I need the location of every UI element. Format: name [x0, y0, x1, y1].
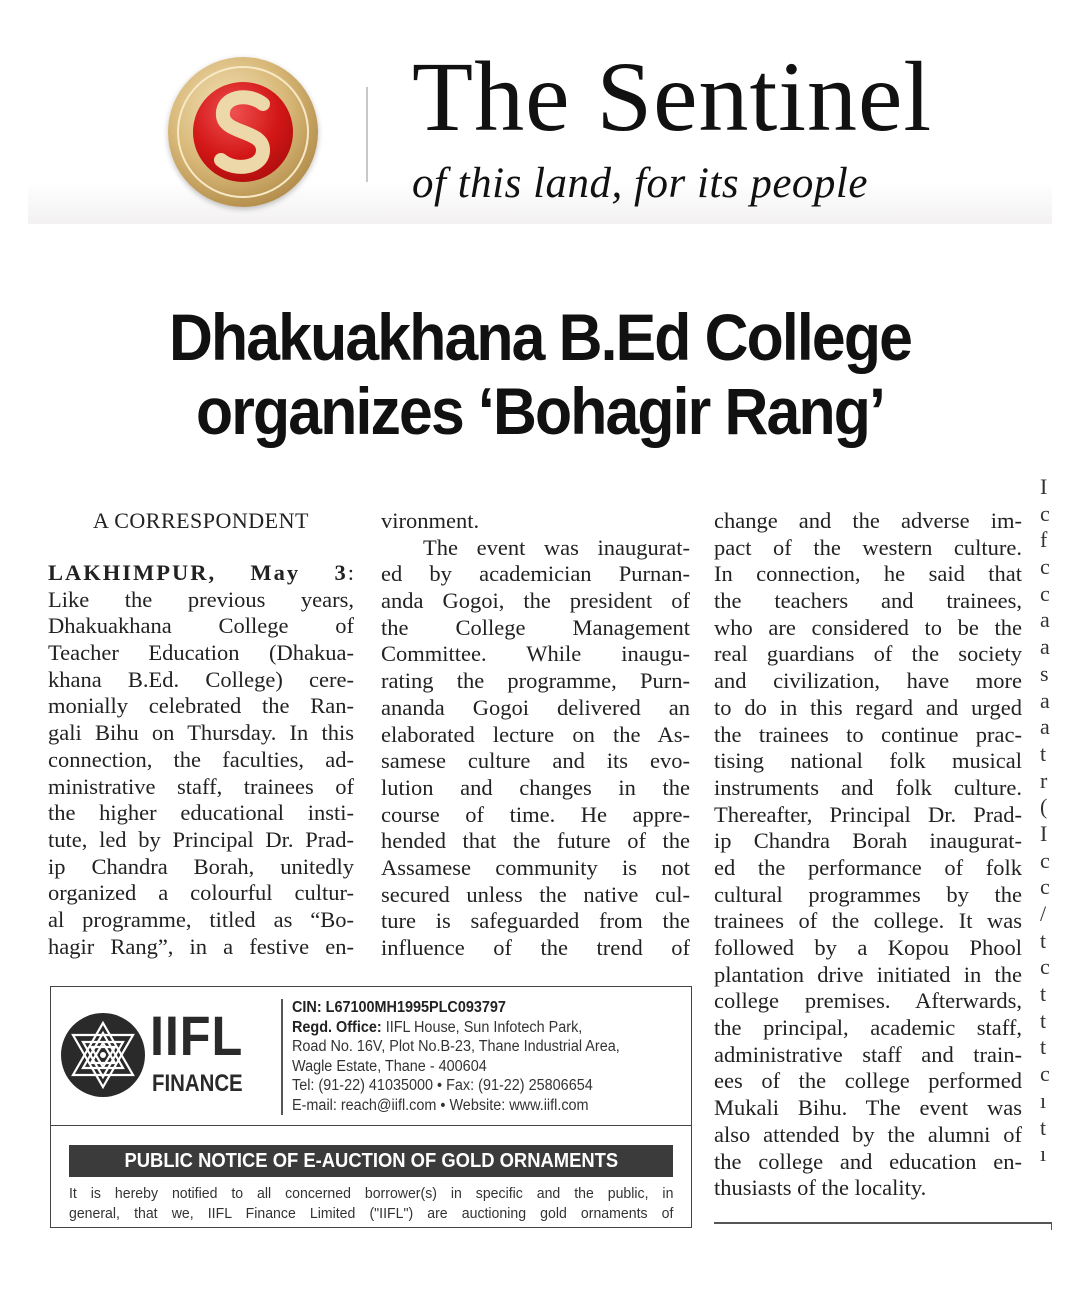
article-text-line: followed by a Kopou Phool [714, 935, 1022, 960]
ad-office-line [292, 1018, 620, 1038]
masthead [28, 12, 1052, 224]
article-text-line: plantation drive initiated in the [714, 961, 1022, 987]
article-text-line: vironment. [381, 508, 480, 533]
adjacent-text-fragment: t [1040, 1007, 1047, 1033]
article-text-line: In connection, he said that [714, 561, 1022, 587]
article-text-line: ed the performance of folk [714, 854, 1022, 880]
office-label: Regd. Office: [292, 1018, 382, 1036]
ad-divider [281, 999, 283, 1115]
adjacent-text-fragment: a [1040, 607, 1050, 633]
article-column-1 [48, 508, 354, 960]
adjacent-text-fragment: c [1040, 847, 1050, 873]
article-text-line: ananda Gogoi delivered an [381, 694, 690, 720]
article-text-line: the principal, academic staff, [714, 1015, 1022, 1041]
adjacent-text-fragment: ı [1040, 1141, 1047, 1167]
ad-contact-line: Tel: (91-22) 41035000 • Fax: (91-22) 25806654 [292, 1077, 593, 1095]
article-text-line: ed by academician Purnan- [381, 561, 690, 587]
headline-line: organizes ‘Bohagir Rang’ [196, 374, 884, 448]
adjacent-text-fragment: c [1040, 554, 1050, 580]
column-3-text [714, 508, 1022, 1202]
adjacent-text-fragment: I [1040, 474, 1048, 499]
adjacent-text-fragment: a [1040, 714, 1050, 740]
article-text-line: the College Management [381, 614, 690, 640]
adjacent-text-fragment: r [1040, 767, 1048, 793]
ad-notice-body [69, 1184, 673, 1224]
adjacent-text-fragment: t [1040, 1034, 1047, 1060]
notice-line: general, that we, IIFL Finance Limited ("IIFL") are auctioning gold ornaments of [69, 1205, 674, 1222]
article-text-line: ip Chandra Borah inaugurat- [714, 828, 1022, 854]
article-text-line: al programme, titled as “Bo- [48, 906, 354, 932]
ad-notice-title [69, 1145, 673, 1177]
ad-office-line: Road No. 16V, Plot No.B-23, Thane Industrial Area, [292, 1038, 620, 1056]
masthead-divider [366, 87, 368, 182]
article-text-line: hended that the future of the [381, 828, 690, 854]
notice-title-text: PUBLIC NOTICE OF E-AUCTION OF GOLD ORNAMENTS [124, 1150, 618, 1172]
office-address-line: IIFL House, Sun Infotech Park, [385, 1018, 583, 1036]
adjacent-text-fragment: c [1040, 954, 1050, 980]
article-column-3 [714, 508, 1022, 1202]
ad-company-info [292, 998, 620, 1116]
ad-brand-subtitle: FINANCE [152, 1070, 243, 1097]
article-headline [98, 300, 981, 448]
newspaper-tagline: of this land, for its people [412, 160, 868, 207]
article-text-line: the higher educational insti- [48, 800, 354, 826]
adjacent-text-fragment: f [1040, 527, 1048, 553]
newspaper-title: The Sentinel [412, 41, 933, 152]
article-text-line: college premises. Afterwards, [714, 988, 1022, 1014]
column-end-rule-tick [1051, 1222, 1052, 1230]
adjacent-text-fragment: c [1040, 1061, 1050, 1087]
logo-s-glyph-icon [193, 82, 293, 182]
ad-office-line: Wagle Estate, Thane - 400604 [292, 1057, 487, 1075]
article-text-line: Committee. While inaugu- [381, 641, 690, 667]
article-text-line: rating the programme, Purn- [381, 668, 690, 694]
column-2-text [381, 508, 690, 962]
article-text-line: influence of the trend of [381, 935, 690, 960]
article-column-2 [381, 508, 690, 962]
adjacent-text-fragment: c [1040, 874, 1050, 900]
article-text-line: pact of the western culture. [714, 534, 1022, 560]
article-text-line: administrative staff and train- [714, 1041, 1022, 1067]
adjacent-text-fragment: c [1040, 500, 1050, 526]
article-text-line: Thereafter, Principal Dr. Prad- [714, 801, 1022, 827]
article-text-line: real guardians of the society [714, 641, 1022, 667]
article-text-line: Dhakuakhana College of [48, 613, 354, 639]
sentinel-logo-icon [168, 57, 318, 207]
adjacent-text-fragment: I [1040, 820, 1048, 846]
article-text-line: thusiasts of the locality. [714, 1175, 927, 1201]
article-text-line: anda Gogoi, the president of [381, 588, 690, 614]
article-text-line: The event was inaugurat- [423, 534, 690, 560]
adjacent-text-fragment: t [1040, 927, 1047, 953]
adjacent-text-fragment: a [1040, 687, 1050, 713]
article-text-line: ip Chandra Borah, unitedly [48, 853, 354, 879]
article-text-line: change and the adverse im- [714, 508, 1022, 533]
article-text-line: elaborated lecture on the As- [381, 721, 690, 747]
article-text-line: connection, the faculties, ad- [48, 746, 354, 772]
article-text-line: Like the previous years, [48, 586, 354, 612]
article-text-line: lution and changes in the [381, 774, 690, 800]
article-text-line: samese culture and its evo- [381, 748, 690, 774]
logo-red-disc [193, 82, 293, 182]
article-text-line: tute, led by Principal Dr. Prad- [48, 826, 354, 852]
article-text-line: gali Bihu on Thursday. In this [48, 720, 354, 746]
article-text-line: to do in this regard and urged [714, 694, 1022, 720]
dateline-line [48, 560, 354, 587]
article-text-line: organized a colourful cultur- [48, 880, 354, 906]
adjacent-text-fragment: ı [1040, 1087, 1047, 1113]
article-text-line: secured unless the native cul- [381, 881, 690, 907]
article-text-line: who are considered to be the [714, 614, 1022, 640]
article-text-line: instruments and folk culture. [714, 774, 1022, 800]
article-text-line: Assamese community is not [381, 854, 690, 880]
column-1-text [48, 587, 354, 961]
adjacent-text-fragment: t [1040, 1114, 1047, 1140]
adjacent-text-fragment: t [1040, 981, 1047, 1007]
article-text-line: course of time. He appre- [381, 801, 690, 827]
cin-value: L67100MH1995PLC093797 [325, 999, 506, 1016]
adjacent-text-fragment: / [1040, 901, 1047, 926]
byline: A CORRESPONDENT [93, 508, 309, 533]
article-text-line: ees of the college performed [714, 1068, 1022, 1094]
article-text-line: also attended by the alumni of [714, 1121, 1022, 1147]
article-text-line: the college and education en- [714, 1148, 1022, 1174]
adjacent-text-fragment: c [1040, 580, 1050, 606]
adjacent-article-fragment [1040, 474, 1080, 1168]
article-text-line: trainees of the college. It was [714, 908, 1022, 934]
cin-label: CIN: [292, 999, 322, 1016]
article-text-line: cultural programmes by the [714, 881, 1022, 907]
article-text-line: Teacher Education (Dhakua- [48, 640, 354, 666]
iifl-advertisement [50, 986, 692, 1228]
article-text-line: the teachers and trainees, [714, 588, 1022, 614]
notice-line: It is hereby notified to all concerned borrower(s) in specific and the public, in [69, 1185, 674, 1202]
dateline-colon: : [347, 560, 354, 585]
ad-web-line: E-mail: reach@iifl.com • Website: www.iifl.com [292, 1096, 589, 1114]
ad-cin-line [292, 998, 620, 1018]
article-text-line: tising national folk musical [714, 748, 1022, 774]
article-text-line: hagir Rang”, in a festive en- [48, 933, 354, 959]
column-end-rule [714, 1222, 1052, 1224]
adjacent-text-fragment: t [1040, 740, 1047, 766]
article-text-line: ministrative staff, trainees of [48, 773, 354, 799]
article-text-line: khana B.Ed. College) cere- [48, 666, 354, 692]
adjacent-text-fragment: a [1040, 634, 1050, 660]
article-text-line: and civilization, have more [714, 668, 1022, 694]
adjacent-text-fragment: ( [1040, 794, 1048, 820]
article-text-line: the trainees to continue prac- [714, 721, 1022, 747]
adjacent-text-fragment: s [1040, 660, 1049, 686]
article-text-line: ture is safeguarded from the [381, 908, 690, 934]
article-text-line: monially celebrated the Ran- [48, 693, 354, 719]
article-text-line: Mukali Bihu. The event was [714, 1095, 1022, 1121]
sri-yantra-emblem-icon [61, 1013, 145, 1097]
dateline: LAKHIMPUR, May 3 [48, 560, 348, 585]
ad-brand-name: IIFL [150, 1004, 244, 1067]
ad-header [51, 987, 691, 1126]
headline-line: Dhakuakhana B.Ed College [168, 300, 912, 374]
